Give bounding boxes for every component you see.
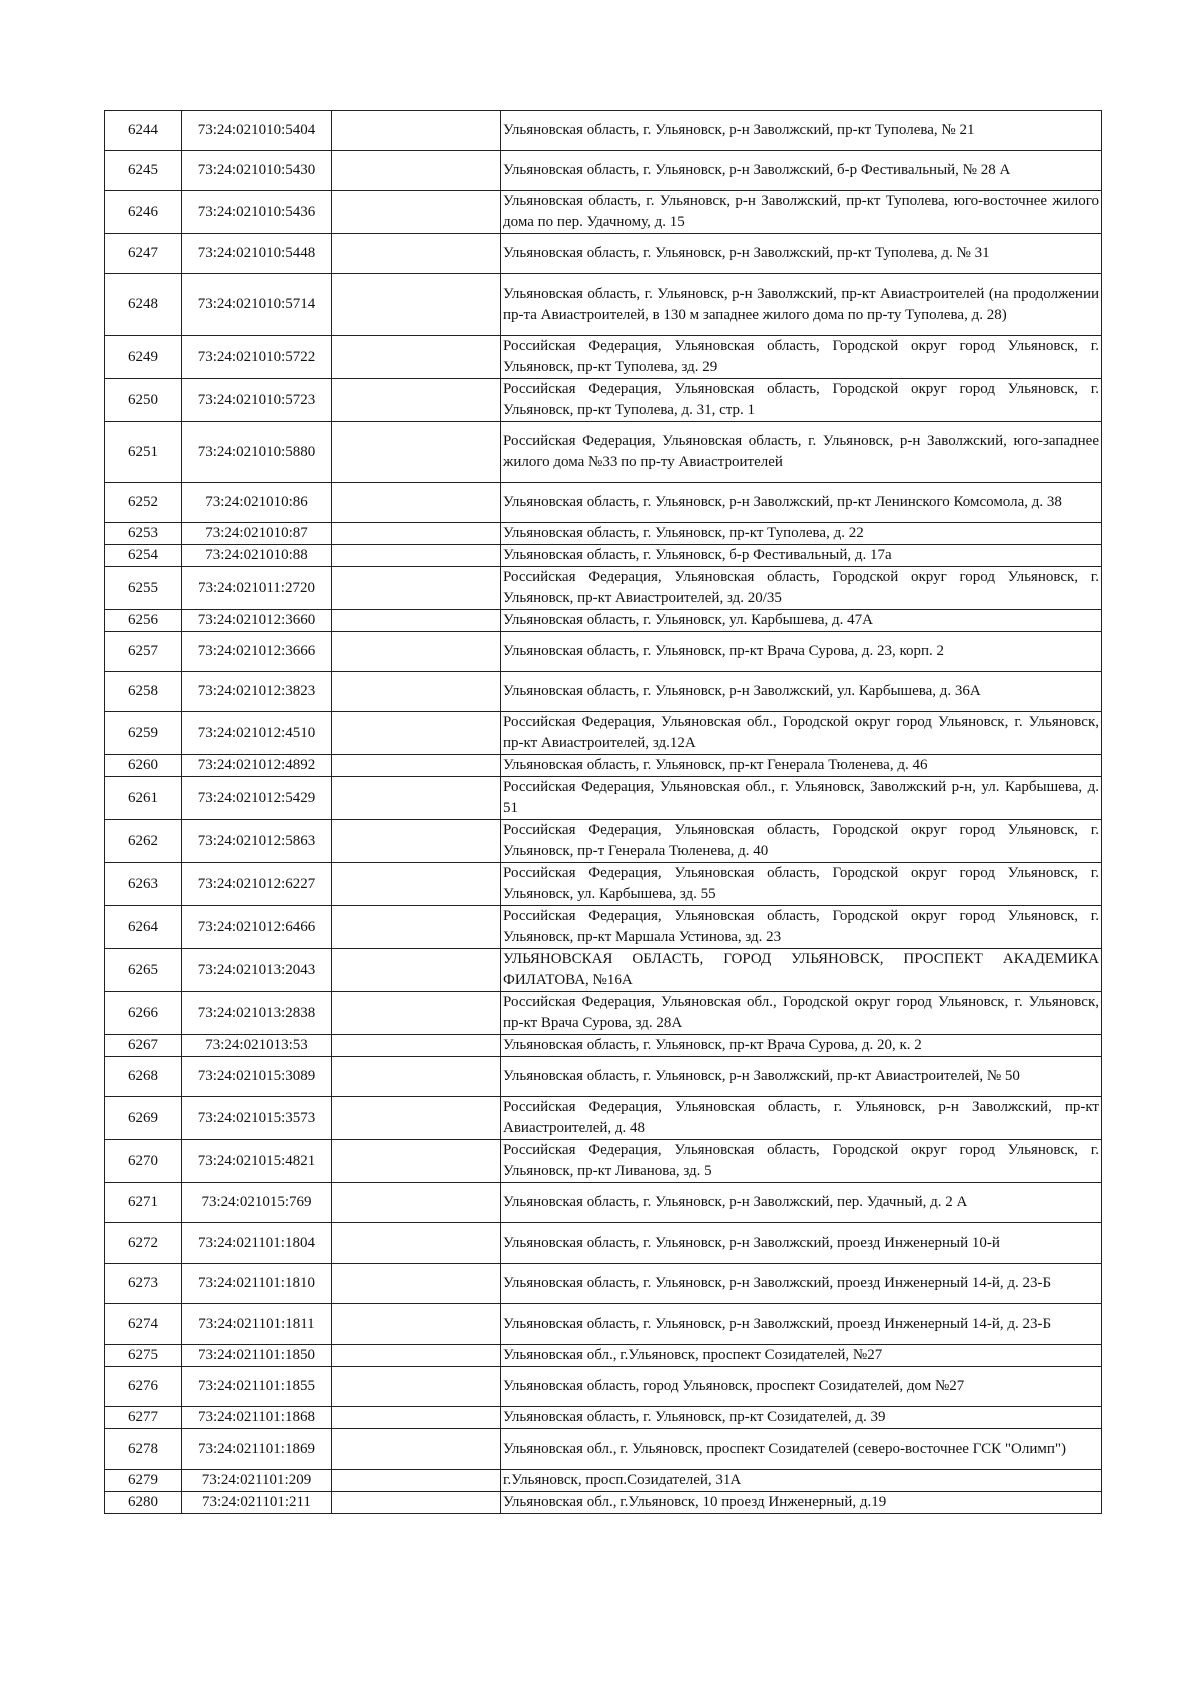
- row-number: 6269: [105, 1097, 182, 1140]
- cadastral-number: 73:24:021012:5863: [182, 820, 332, 863]
- registry-table-body: [105, 111, 1102, 1514]
- note-cell: [332, 1035, 501, 1057]
- table-row: [105, 151, 1102, 191]
- address-cell: Ульяновская область, г. Ульяновск, пр-кт Туполева, д. 22: [501, 523, 1102, 545]
- row-number: 6274: [105, 1304, 182, 1345]
- note-cell: [332, 1223, 501, 1264]
- row-number: 6270: [105, 1140, 182, 1183]
- row-number: 6272: [105, 1223, 182, 1264]
- table-row: [105, 820, 1102, 863]
- cadastral-number: 73:24:021010:5430: [182, 151, 332, 191]
- address-cell: Ульяновская область, г. Ульяновск, ул. Карбышева, д. 47А: [501, 610, 1102, 632]
- table-row: [105, 712, 1102, 755]
- cadastral-number: 73:24:021010:5404: [182, 111, 332, 151]
- table-row: [105, 336, 1102, 379]
- address-cell: Российская Федерация, Ульяновская область, Городской округ город Ульяновск, г. Ульяновск, пр-кт Ливанова, зд. 5: [501, 1140, 1102, 1183]
- cadastral-number: 73:24:021010:5714: [182, 274, 332, 336]
- row-number: 6258: [105, 672, 182, 712]
- table-row: [105, 523, 1102, 545]
- address-cell: Ульяновская обл., г.Ульяновск, проспект Созидателей, №27: [501, 1345, 1102, 1367]
- address-cell: Российская Федерация, Ульяновская область, Городской округ город Ульяновск, г. Ульяновск, пр-кт Маршала Устинова, зд. 23: [501, 906, 1102, 949]
- note-cell: [332, 863, 501, 906]
- table-row: [105, 1367, 1102, 1407]
- table-row: [105, 1345, 1102, 1367]
- row-number: 6261: [105, 777, 182, 820]
- note-cell: [332, 483, 501, 523]
- note-cell: [332, 820, 501, 863]
- table-row: [105, 379, 1102, 422]
- row-number: 6260: [105, 755, 182, 777]
- address-cell: Российская Федерация, Ульяновская обл., Городской округ город Ульяновск, г. Ульяновск, пр-кт Врача Сурова, зд. 28А: [501, 992, 1102, 1035]
- table-row: [105, 906, 1102, 949]
- note-cell: [332, 422, 501, 483]
- cadastral-number: 73:24:021012:5429: [182, 777, 332, 820]
- row-number: 6244: [105, 111, 182, 151]
- note-cell: [332, 906, 501, 949]
- note-cell: [332, 632, 501, 672]
- cadastral-number: 73:24:021101:1855: [182, 1367, 332, 1407]
- address-cell: Российская Федерация, Ульяновская область, Городской округ город Ульяновск, г. Ульяновск, пр-кт Туполева, д. 31, стр. 1: [501, 379, 1102, 422]
- row-number: 6257: [105, 632, 182, 672]
- row-number: 6266: [105, 992, 182, 1035]
- cadastral-number: 73:24:021010:88: [182, 545, 332, 567]
- table-row: [105, 672, 1102, 712]
- table-row: [105, 610, 1102, 632]
- note-cell: [332, 610, 501, 632]
- address-cell: Ульяновская область, г. Ульяновск, р-н Заволжский, проезд Инженерный 14-й, д. 23-Б: [501, 1264, 1102, 1304]
- cadastral-number: 73:24:021015:4821: [182, 1140, 332, 1183]
- address-cell: Ульяновская область, город Ульяновск, проспект Созидателей, дом №27: [501, 1367, 1102, 1407]
- cadastral-number: 73:24:021101:211: [182, 1492, 332, 1514]
- row-number: 6267: [105, 1035, 182, 1057]
- address-cell: Ульяновская область, г. Ульяновск, пр-кт Созидателей, д. 39: [501, 1407, 1102, 1429]
- row-number: 6251: [105, 422, 182, 483]
- address-cell: Ульяновская область, г. Ульяновск, пр-кт Генерала Тюленева, д. 46: [501, 755, 1102, 777]
- note-cell: [332, 777, 501, 820]
- table-row: [105, 1097, 1102, 1140]
- cadastral-number: 73:24:021010:86: [182, 483, 332, 523]
- cadastral-number: 73:24:021012:4892: [182, 755, 332, 777]
- row-number: 6249: [105, 336, 182, 379]
- note-cell: [332, 1183, 501, 1223]
- address-cell: Российская Федерация, Ульяновская область, г. Ульяновск, р-н Заволжский, пр-кт Авиастроителей, д. 48: [501, 1097, 1102, 1140]
- note-cell: [332, 712, 501, 755]
- row-number: 6268: [105, 1057, 182, 1097]
- address-cell: Ульяновская область, г. Ульяновск, пр-кт Врача Сурова, д. 20, к. 2: [501, 1035, 1102, 1057]
- table-row: [105, 1035, 1102, 1057]
- address-cell: Ульяновская область, г. Ульяновск, б-р Фестивальный, д. 17а: [501, 545, 1102, 567]
- note-cell: [332, 191, 501, 234]
- row-number: 6277: [105, 1407, 182, 1429]
- cadastral-number: 73:24:021101:1869: [182, 1429, 332, 1470]
- table-row: [105, 949, 1102, 992]
- address-cell: УЛЬЯНОВСКАЯ ОБЛАСТЬ, ГОРОД УЛЬЯНОВСК, ПРОСПЕКТ АКАДЕМИКА ФИЛАТОВА, №16А: [501, 949, 1102, 992]
- table-row: [105, 755, 1102, 777]
- note-cell: [332, 1097, 501, 1140]
- note-cell: [332, 111, 501, 151]
- row-number: 6264: [105, 906, 182, 949]
- table-row: [105, 992, 1102, 1035]
- address-cell: Ульяновская область, г. Ульяновск, р-н Заволжский, проезд Инженерный 10-й: [501, 1223, 1102, 1264]
- row-number: 6259: [105, 712, 182, 755]
- note-cell: [332, 1470, 501, 1492]
- address-cell: Ульяновская область, г. Ульяновск, р-н Заволжский, ул. Карбышева, д. 36А: [501, 672, 1102, 712]
- row-number: 6280: [105, 1492, 182, 1514]
- row-number: 6247: [105, 234, 182, 274]
- registry-table: [104, 110, 1102, 1514]
- table-row: [105, 1223, 1102, 1264]
- row-number: 6256: [105, 610, 182, 632]
- table-row: [105, 1264, 1102, 1304]
- row-number: 6263: [105, 863, 182, 906]
- cadastral-number: 73:24:021012:3666: [182, 632, 332, 672]
- cadastral-number: 73:24:021101:209: [182, 1470, 332, 1492]
- note-cell: [332, 379, 501, 422]
- table-row: [105, 545, 1102, 567]
- cadastral-number: 73:24:021015:769: [182, 1183, 332, 1223]
- address-cell: Ульяновская область, г. Ульяновск, р-н Заволжский, пр-кт Авиастроителей, № 50: [501, 1057, 1102, 1097]
- note-cell: [332, 1304, 501, 1345]
- table-row: [105, 1470, 1102, 1492]
- cadastral-number: 73:24:021013:2838: [182, 992, 332, 1035]
- table-row: [105, 1304, 1102, 1345]
- address-cell: Ульяновская область, г. Ульяновск, р-н Заволжский, пр-кт Авиастроителей (на продолжении пр-та Авиастроителей, в 130 м западнее жилого дома по пр-ту Туполева, д. 28): [501, 274, 1102, 336]
- address-cell: Ульяновская обл., г.Ульяновск, 10 проезд Инженерный, д.19: [501, 1492, 1102, 1514]
- row-number: 6276: [105, 1367, 182, 1407]
- cadastral-number: 73:24:021101:1850: [182, 1345, 332, 1367]
- row-number: 6250: [105, 379, 182, 422]
- row-number: 6253: [105, 523, 182, 545]
- note-cell: [332, 1407, 501, 1429]
- cadastral-number: 73:24:021101:1811: [182, 1304, 332, 1345]
- cadastral-number: 73:24:021012:4510: [182, 712, 332, 755]
- cadastral-number: 73:24:021010:5448: [182, 234, 332, 274]
- table-row: [105, 422, 1102, 483]
- note-cell: [332, 545, 501, 567]
- address-cell: Российская Федерация, Ульяновская обл., г. Ульяновск, Заволжский р-н, ул. Карбышева, д. 51: [501, 777, 1102, 820]
- row-number: 6262: [105, 820, 182, 863]
- table-row: [105, 632, 1102, 672]
- table-row: [105, 863, 1102, 906]
- address-cell: г.Ульяновск, просп.Созидателей, 31А: [501, 1470, 1102, 1492]
- note-cell: [332, 234, 501, 274]
- note-cell: [332, 1492, 501, 1514]
- address-cell: Российская Федерация, Ульяновская область, Городской округ город Ульяновск, г. Ульяновск, пр-кт Туполева, зд. 29: [501, 336, 1102, 379]
- address-cell: Ульяновская область, г. Ульяновск, р-н Заволжский, пер. Удачный, д. 2 А: [501, 1183, 1102, 1223]
- table-row: [105, 1492, 1102, 1514]
- table-row: [105, 1140, 1102, 1183]
- address-cell: Ульяновская область, г. Ульяновск, р-н Заволжский, б-р Фестивальный, № 28 А: [501, 151, 1102, 191]
- note-cell: [332, 1429, 501, 1470]
- row-number: 6252: [105, 483, 182, 523]
- row-number: 6278: [105, 1429, 182, 1470]
- note-cell: [332, 1345, 501, 1367]
- cadastral-number: 73:24:021010:5436: [182, 191, 332, 234]
- cadastral-number: 73:24:021011:2720: [182, 567, 332, 610]
- address-cell: Ульяновская обл., г. Ульяновск, проспект Созидателей (северо-восточнее ГСК "Олимп"): [501, 1429, 1102, 1470]
- note-cell: [332, 567, 501, 610]
- row-number: 6254: [105, 545, 182, 567]
- table-row: [105, 191, 1102, 234]
- note-cell: [332, 755, 501, 777]
- address-cell: Ульяновская область, г. Ульяновск, р-н Заволжский, пр-кт Туполева, юго-восточнее жилого дома по пер. Удачному, д. 15: [501, 191, 1102, 234]
- note-cell: [332, 523, 501, 545]
- table-row: [105, 1407, 1102, 1429]
- row-number: 6275: [105, 1345, 182, 1367]
- note-cell: [332, 336, 501, 379]
- note-cell: [332, 1140, 501, 1183]
- cadastral-number: 73:24:021010:5880: [182, 422, 332, 483]
- address-cell: Российская Федерация, Ульяновская область, Городской округ город Ульяновск, г. Ульяновск, пр-кт Авиастроителей, зд. 20/35: [501, 567, 1102, 610]
- cadastral-number: 73:24:021012:3823: [182, 672, 332, 712]
- address-cell: Ульяновская область, г. Ульяновск, р-н Заволжский, пр-кт Туполева, № 21: [501, 111, 1102, 151]
- row-number: 6255: [105, 567, 182, 610]
- row-number: 6265: [105, 949, 182, 992]
- address-cell: Ульяновская область, г. Ульяновск, р-н Заволжский, пр-кт Ленинского Комсомола, д. 38: [501, 483, 1102, 523]
- address-cell: Ульяновская область, г. Ульяновск, пр-кт Врача Сурова, д. 23, корп. 2: [501, 632, 1102, 672]
- address-cell: Российская Федерация, Ульяновская обл., Городской округ город Ульяновск, г. Ульяновск, пр-кт Авиастроителей, зд.12А: [501, 712, 1102, 755]
- table-row: [105, 1429, 1102, 1470]
- address-cell: Ульяновская область, г. Ульяновск, р-н Заволжский, пр-кт Туполева, д. № 31: [501, 234, 1102, 274]
- note-cell: [332, 274, 501, 336]
- row-number: 6273: [105, 1264, 182, 1304]
- note-cell: [332, 1264, 501, 1304]
- note-cell: [332, 1057, 501, 1097]
- cadastral-number: 73:24:021012:6227: [182, 863, 332, 906]
- table-row: [105, 1057, 1102, 1097]
- cadastral-number: 73:24:021010:5723: [182, 379, 332, 422]
- table-row: [105, 274, 1102, 336]
- cadastral-number: 73:24:021012:3660: [182, 610, 332, 632]
- table-row: [105, 1183, 1102, 1223]
- table-row: [105, 234, 1102, 274]
- note-cell: [332, 672, 501, 712]
- cadastral-number: 73:24:021015:3089: [182, 1057, 332, 1097]
- note-cell: [332, 151, 501, 191]
- cadastral-number: 73:24:021013:53: [182, 1035, 332, 1057]
- cadastral-number: 73:24:021101:1804: [182, 1223, 332, 1264]
- row-number: 6279: [105, 1470, 182, 1492]
- row-number: 6271: [105, 1183, 182, 1223]
- cadastral-number: 73:24:021010:87: [182, 523, 332, 545]
- address-cell: Российская Федерация, Ульяновская область, г. Ульяновск, р-н Заволжский, юго-западнее жилого дома №33 по пр-ту Авиастроителей: [501, 422, 1102, 483]
- cadastral-number: 73:24:021101:1810: [182, 1264, 332, 1304]
- address-cell: Российская Федерация, Ульяновская область, Городской округ город Ульяновск, г. Ульяновск, ул. Карбышева, зд. 55: [501, 863, 1102, 906]
- table-row: [105, 777, 1102, 820]
- cadastral-number: 73:24:021012:6466: [182, 906, 332, 949]
- cadastral-number: 73:24:021015:3573: [182, 1097, 332, 1140]
- address-cell: Ульяновская область, г. Ульяновск, р-н Заволжский, проезд Инженерный 14-й, д. 23-Б: [501, 1304, 1102, 1345]
- table-row: [105, 111, 1102, 151]
- row-number: 6245: [105, 151, 182, 191]
- note-cell: [332, 949, 501, 992]
- cadastral-number: 73:24:021101:1868: [182, 1407, 332, 1429]
- table-row: [105, 483, 1102, 523]
- table-row: [105, 567, 1102, 610]
- row-number: 6248: [105, 274, 182, 336]
- note-cell: [332, 1367, 501, 1407]
- address-cell: Российская Федерация, Ульяновская область, Городской округ город Ульяновск, г. Ульяновск, пр-т Генерала Тюленева, д. 40: [501, 820, 1102, 863]
- row-number: 6246: [105, 191, 182, 234]
- cadastral-number: 73:24:021013:2043: [182, 949, 332, 992]
- note-cell: [332, 992, 501, 1035]
- cadastral-number: 73:24:021010:5722: [182, 336, 332, 379]
